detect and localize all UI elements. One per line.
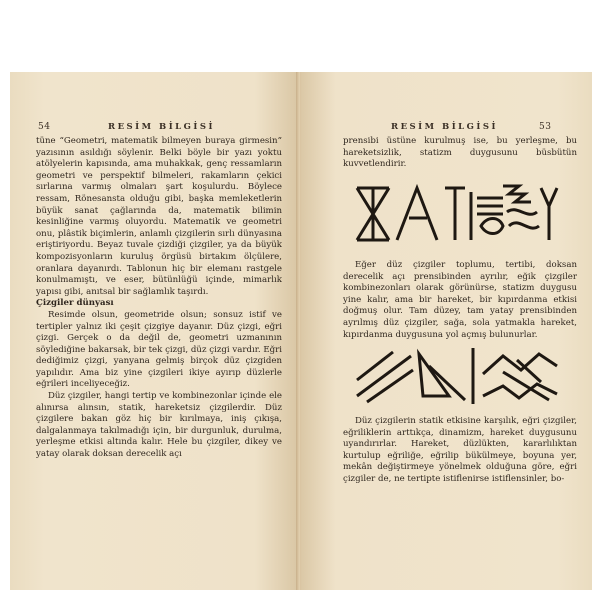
straight-lines-figure [353, 182, 563, 246]
right-text-bottom [343, 416, 577, 486]
left-page [10, 72, 298, 590]
right-text-middle [343, 260, 577, 341]
left-page-number: 54 [38, 122, 51, 132]
left-text-block [36, 136, 282, 461]
right-paragraph-2: Eğer düz çizgiler toplumu, tertibi, doksan derecelik açı prensibinden ayrılır, eğik çizgiler kombinezonları olarak görünürse, statizm duygusu yine kalır, ama bir hareket, bir kıpırdanma etkisi doğmuş olur. Tam düzey, tam yatay prensibinden ayrılmış düz çizgiler, sağa, sola yatmakla hareket, kıpırdanma duygusuna yol açmış bulunurlar. [343, 260, 577, 340]
right-text-top [343, 136, 577, 171]
section-heading: Çizgiler dünyası [36, 298, 114, 309]
oblique-lines-figure [353, 346, 563, 406]
right-running-title: RESİM BİLGİSİ [391, 122, 499, 132]
right-paragraph-1: prensibi üstüne kurulmuş ise, bu yerleşme, bu hareketsizlik, statizm duygusunu büsbütün kuvvetlendirir. [343, 136, 577, 170]
open-book [10, 72, 592, 590]
right-page-number: 53 [539, 122, 552, 132]
left-paragraph-1: tüne “Geometri, matematik bilmeyen buraya girmesin” yazısının asıldığı söylenir. Belki böyle bir yazı yoktu atölyelerin kapısında, ama muhakkak, genç ressamların geometri ve perspektif bilmeleri, rakamların çekici sırlarına varmış olmaları şart koşulurdu. Böylece ressam, Rönesansta olduğu gibi, başka memleketlerin büyük sanat çağlarında da, matematik bilimin kesinliğine varmış oluyordu. Matematik ve geometri onu, plâstik biçimlerin, anlamlı çizgilerin sırlı dünyasına eriştiriyordu. Beyaz tuvale çizdiği çizgiler, ya da büyük kompozisyonların kuruluş örgüsü birtakım ölçülere, oranlara dayanırdı. Tablonun hiç bir elemanı rastgele konulmamıştı, ve eser, bütünlüğü içinde, mimarlık yapısı gibi, anıtsal bir sağlamlık taşırdı. [36, 136, 282, 297]
right-paragraph-3: Düz çizgilerin statik etkisine karşılık, eğri çizgiler, eğriliklerin arttıkça, dinamizm, hareket duygusunu uyandırırlar. Hareket, düzlükten, kararlılıktan kurtulup eğriliğe, eğrilip bükülmeye, boyuna yer, mekân değiştirmeye yönelmek olduğuna göre, eğri çizgiler de, ne tertipte istiflenirse istiflensinler, bo- [343, 416, 577, 484]
right-page [301, 72, 592, 590]
left-paragraph-3: Düz çizgiler, hangi tertip ve kombinezonlar içinde ele alınırsa alınsın, statik, hareketsiz çizgilerdir. Düz çizgilere bakan göz hiç bir kırılmaya, iniş çıkışa, dalgalanmaya takılmadığı için, bir durgunluk, durulma, yerleşme etkisi altında kalır. Hele bu çizgiler, dikey ve yatay olarak doksan derecelik açı [36, 391, 282, 460]
left-paragraph-2: Resimde olsun, geometride olsun; sonsuz istif ve tertipler yalnız iki çeşit çizgiye dayanır. Düz çizgi, eğri çizgi. Gerçek o da değil de, geometri uzmanının söylediğine bakarsak, bir tek çizgi, düz çizgi vardır. Eğri dediğimiz çizgi, yanyana gelmiş birçok düz çizgiden yapılıdır. Ama biz yine çizgileri ikiye ayırıp düzlerle eğrileri inceliyeceğiz. [36, 309, 282, 390]
left-running-title: RESİM BİLGİSİ [108, 122, 216, 132]
